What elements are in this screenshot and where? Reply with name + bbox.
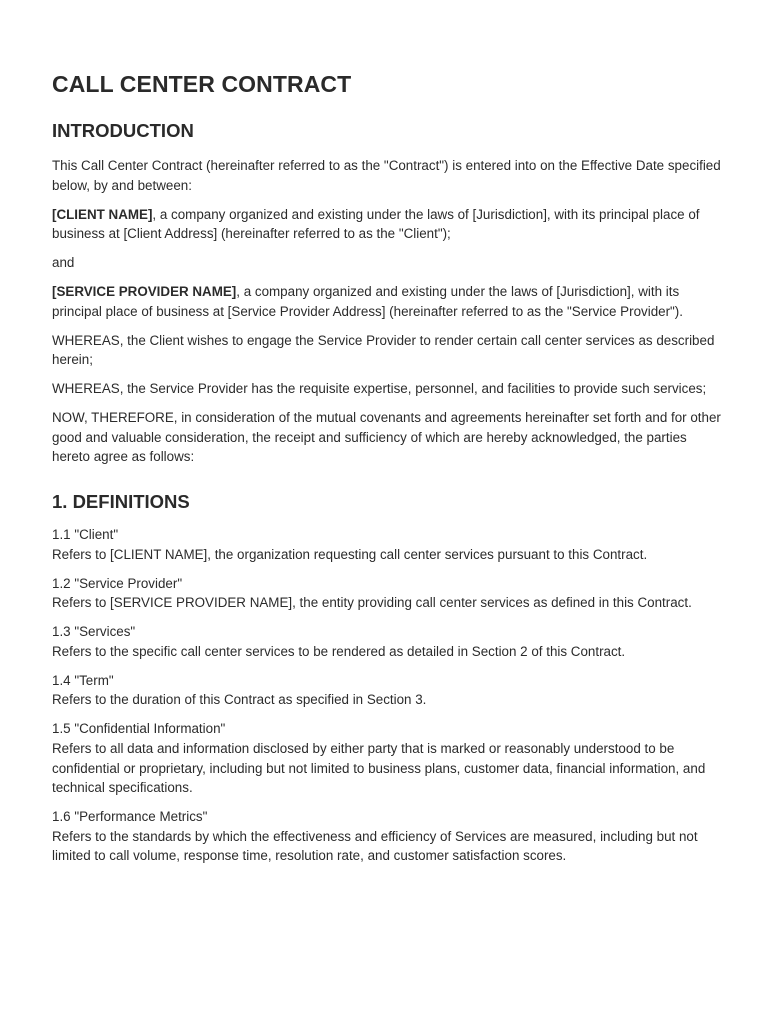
and-text: and (52, 255, 75, 271)
client-party-text: , a company organized and existing under the laws of [Jurisdiction], with its principal place of business at [Client Address] (hereinafter referred to as the "Client"); (52, 206, 700, 242)
definition-item (52, 525, 724, 564)
definition-title: 1.6 "Performance Metrics" (52, 809, 208, 825)
document-title: CALL CENTER CONTRACT (52, 71, 352, 97)
definition-text: Refers to the specific call center services to be rendered as detailed in Section 2 of this Contract. (52, 643, 626, 659)
definition-title: 1.4 "Term" (52, 672, 114, 688)
definition-item (52, 807, 724, 866)
definition-title: 1.5 "Confidential Information" (52, 721, 226, 737)
definition-item (52, 671, 724, 710)
now-therefore-clause: NOW, THEREFORE, in consideration of the mutual covenants and agreements hereinafter set forth and for other good and valuable consideration, the receipt and sufficiency of which are hereby acknowledged, the parties hereto agree as follows: (52, 410, 721, 465)
definition-text: Refers to [CLIENT NAME], the organization requesting call center services pursuant to this Contract. (52, 546, 648, 562)
intro-paragraph: This Call Center Contract (hereinafter referred to as the "Contract") is entered into on the Effective Date specified below, by and between: (52, 158, 721, 193)
definition-item (52, 622, 724, 661)
definition-text: Refers to the duration of this Contract as specified in Section 3. (52, 692, 427, 708)
client-party-paragraph (52, 205, 724, 244)
provider-party-text: , a company organized and existing under the laws of [Jurisdiction], with its principal place of business at [Service Provider Address] (hereinafter referred to as the "Service Provider"). (52, 284, 683, 319)
definition-title: 1.2 "Service Provider" (52, 575, 183, 591)
definition-title: 1.3 "Services" (52, 624, 136, 640)
whereas-clause-2: WHEREAS, the Service Provider has the requisite expertise, personnel, and facilities to provide such services; (52, 381, 707, 397)
definition-text: Refers to the standards by which the effectiveness and efficiency of Services are measured, including but not limited to call volume, response time, resolution rate, and customer satisfaction scores. (52, 828, 698, 864)
definition-text: Refers to all data and information disclosed by either party that is marked or reasonably understood to be confidential or proprietary, including but not limited to business plans, customer data, financial information, and technical specifications. (52, 740, 706, 796)
definition-text: Refers to [SERVICE PROVIDER NAME], the entity providing call center services as defined in this Contract. (52, 595, 692, 611)
definitions-heading: 1. DEFINITIONS (52, 491, 190, 513)
introduction-heading: INTRODUCTION (52, 120, 194, 141)
definition-item (52, 719, 724, 797)
definition-item (52, 574, 724, 613)
provider-name-placeholder: [SERVICE PROVIDER NAME] (52, 284, 237, 300)
provider-party-paragraph (52, 282, 724, 321)
client-name-placeholder: [CLIENT NAME] (52, 206, 153, 222)
definition-title: 1.1 "Client" (52, 527, 119, 543)
document-page (52, 68, 724, 875)
whereas-clause-1: WHEREAS, the Client wishes to engage the Service Provider to render certain call center services as described herein; (52, 332, 715, 368)
